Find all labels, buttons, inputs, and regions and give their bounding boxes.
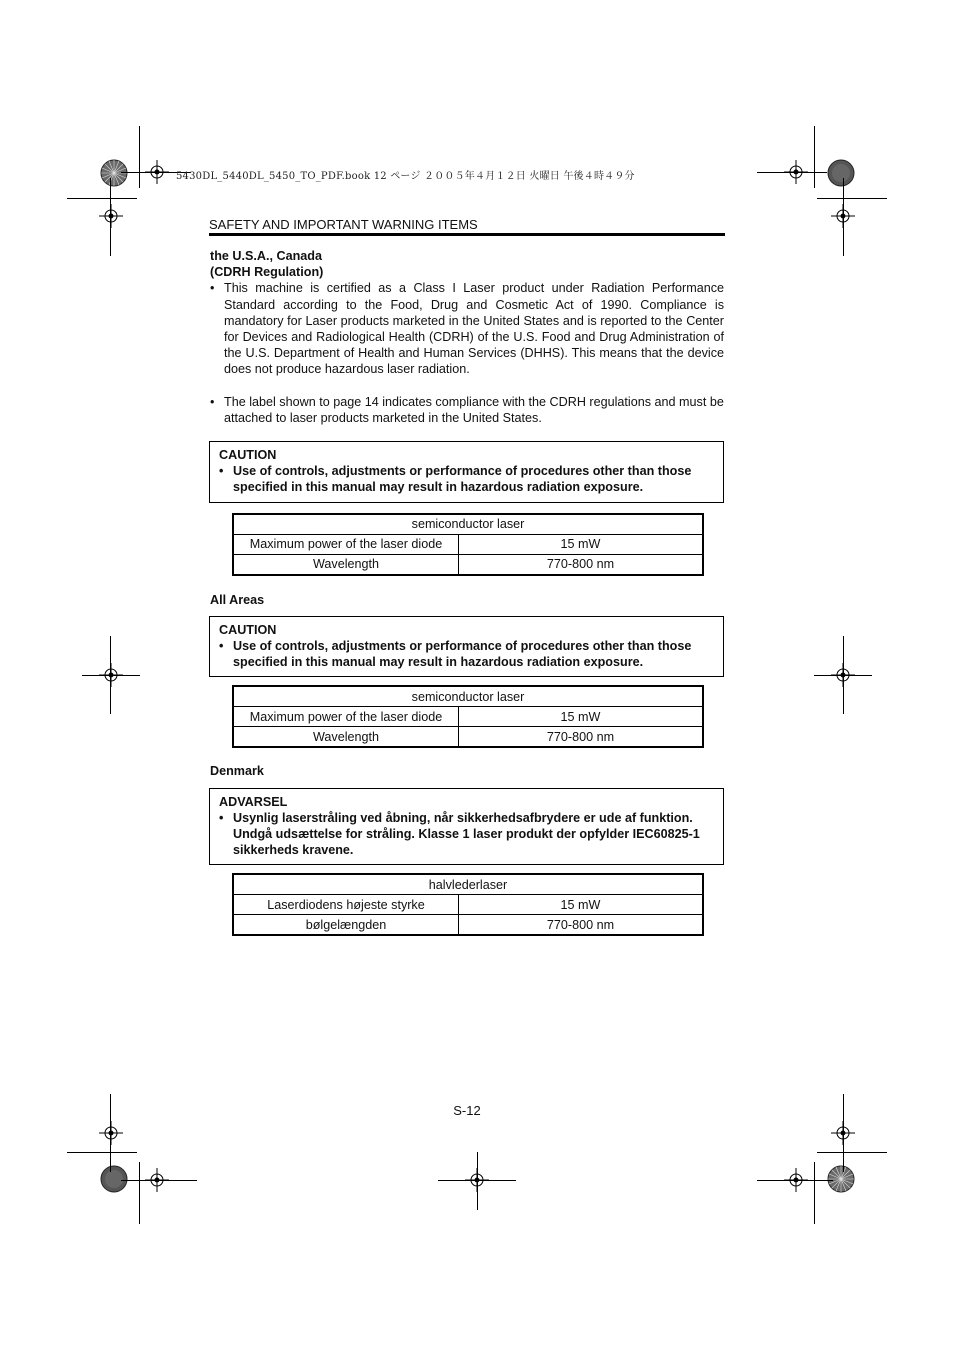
trim-line — [814, 126, 815, 188]
trim-line — [814, 675, 872, 676]
table-cell-value: 15 mW — [459, 534, 704, 554]
section-heading-all-areas: All Areas — [210, 592, 265, 607]
caution-text: • Use of controls, adjustments or performance of procedures other than those specified in this manual may result in hazardous radiation exposure. — [219, 638, 714, 670]
crosshair-icon — [99, 1121, 123, 1145]
table-row — [233, 554, 703, 575]
laser-spec-table — [232, 873, 704, 936]
table-row — [233, 915, 703, 936]
table-cell-label: Maximum power of the laser diode — [233, 534, 459, 554]
trim-line — [121, 1180, 197, 1181]
registration-disc-icon — [100, 1165, 128, 1193]
table-cell-label: Laserdiodens højeste styrke — [233, 895, 459, 915]
table-row — [233, 534, 703, 554]
caution-box — [209, 441, 724, 503]
caution-text: • Usynlig laserstråling ved åbning, når sikkerhedsafbrydere er ude af funktion. Undgå udsættelse for stråling. Klasse 1 laser produkt der opfylder IEC60825-1 sikkerheds kravene. — [219, 810, 714, 859]
table-cell-value: 770-800 nm — [459, 915, 704, 936]
table-cell-label: Maximum power of the laser diode — [233, 707, 459, 727]
book-slug-line: 5430DL_5440DL_5450_TO_PDF.book 12 ページ ２００５年４月１２日 火曜日 午後４時４９分 — [176, 171, 635, 182]
trim-line — [817, 198, 887, 199]
table-cell-label: bølgelængden — [233, 915, 459, 936]
trim-line — [757, 1180, 833, 1181]
usa-bullet-list — [210, 280, 724, 426]
crosshair-icon — [99, 204, 123, 228]
table-cell-value: 770-800 nm — [459, 727, 704, 748]
advarsel-box — [209, 788, 724, 866]
list-item: • The label shown to page 14 indicates compliance with the CDRH regulations and must be attached to laser products marketed in the United States. — [210, 394, 724, 426]
table-header: semiconductor laser — [233, 686, 703, 707]
header-rule — [209, 233, 725, 236]
trim-line — [67, 198, 137, 199]
trim-line — [110, 178, 111, 256]
section-subheading-cdrh: (CDRH Regulation) — [210, 265, 324, 280]
registration-disc-icon — [827, 159, 855, 187]
table-cell-value: 770-800 nm — [459, 554, 704, 575]
trim-line — [139, 1162, 140, 1224]
registration-disc-icon — [100, 159, 128, 187]
trim-line — [67, 1152, 137, 1153]
table-cell-value: 15 mW — [459, 707, 704, 727]
caution-text: • Use of controls, adjustments or performance of procedures other than those specified in this manual may result in hazardous radiation exposure. — [219, 463, 714, 495]
section-heading-usa: the U.S.A., Canada — [210, 249, 322, 263]
trim-line — [843, 178, 844, 256]
section-heading-denmark: Denmark — [210, 764, 264, 779]
table-cell-value: 15 mW — [459, 895, 704, 915]
trim-line — [82, 675, 140, 676]
table-row — [233, 895, 703, 915]
page-content — [210, 248, 724, 936]
table-row — [233, 707, 703, 727]
caution-title: CAUTION — [219, 448, 277, 463]
table-header: semiconductor laser — [233, 514, 703, 535]
caution-box — [209, 616, 724, 678]
page-number: S-12 — [453, 1103, 481, 1118]
table-row — [233, 727, 703, 748]
caution-title: CAUTION — [219, 622, 277, 637]
trim-line — [814, 1162, 815, 1224]
laser-spec-table — [232, 513, 704, 576]
list-item: • This machine is certified as a Class I Laser product under Radiation Performance Standard according to the Food, Drug and Cosmetic Act of 1990. Compliance is mandatory for Laser products marketed in the United States and is reported to the Center for Devices and Radiological Health (CDRH) of the U.S. Food and Drug Administration of the U.S. Department of Health and Human Services (DHHS). This means that the device does not produce hazardous laser radiation. — [210, 280, 724, 377]
trim-line — [139, 126, 140, 188]
table-cell-label: Wavelength — [233, 727, 459, 748]
table-header: halvlederlaser — [233, 874, 703, 895]
trim-line — [438, 1180, 516, 1181]
caution-title: ADVARSEL — [219, 794, 288, 809]
trim-line — [477, 1152, 478, 1210]
table-cell-label: Wavelength — [233, 554, 459, 575]
trim-line — [757, 172, 827, 173]
registration-disc-icon — [827, 1165, 855, 1193]
running-head: SAFETY AND IMPORTANT WARNING ITEMS — [209, 217, 478, 232]
trim-line — [817, 1152, 887, 1153]
laser-spec-table — [232, 685, 704, 748]
